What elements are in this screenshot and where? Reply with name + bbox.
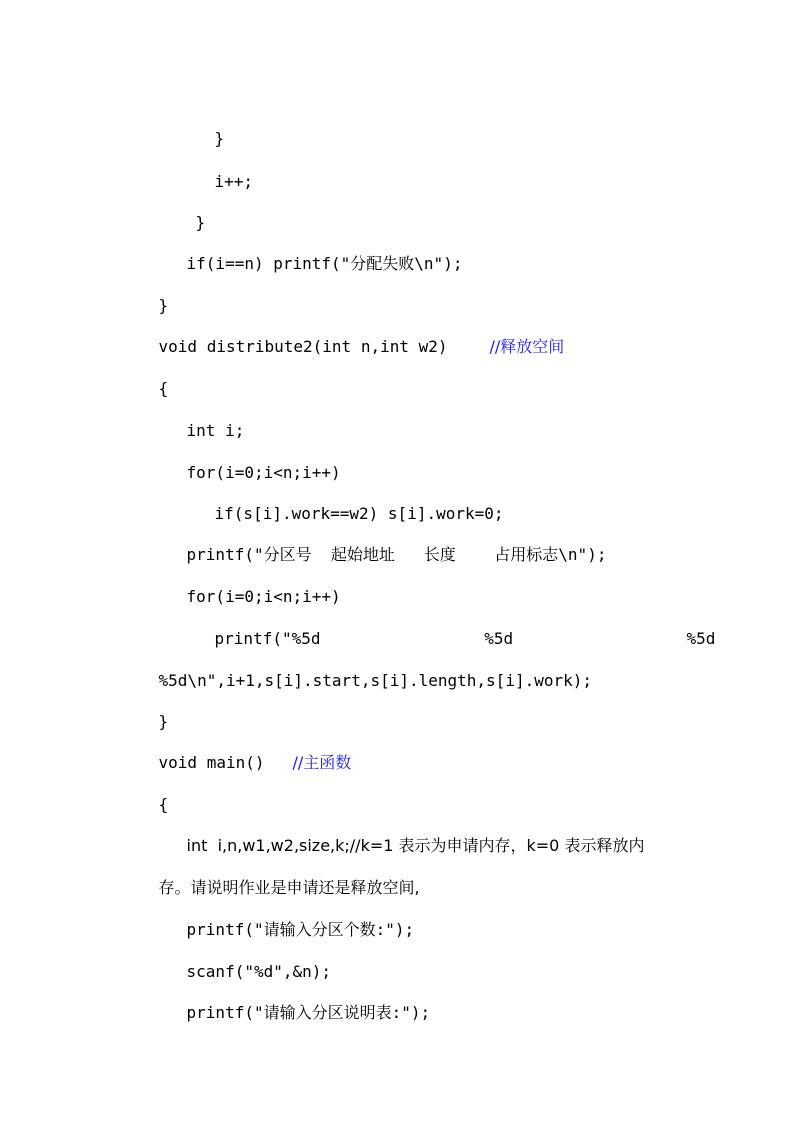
code-text: if(s[i].work==w2) s[i].work=0; (214, 504, 504, 523)
code-line-4 (148, 234, 462, 294)
code-comment: //释放空间 (489, 337, 565, 356)
code-text: printf("%5d %5d %5d (214, 629, 716, 648)
code-text: void main() (158, 753, 265, 772)
code-line-14 (120, 651, 592, 711)
code-line-6 (120, 317, 564, 377)
code-text: } (214, 129, 225, 148)
code-text: 存。请说明作业是申请还是释放空间, (158, 878, 420, 897)
code-text: for(i=0;i<n;i++) (186, 463, 341, 482)
code-text: { (158, 379, 169, 398)
code-text: } (195, 213, 206, 232)
code-line-22 (148, 983, 430, 1043)
code-text: void distribute2(int n,int w2) (158, 337, 448, 356)
code-text: printf("分区号 起始地址 长度 占用标志\n"); (186, 545, 607, 564)
code-text: int i,n,w1,w2,size,k;//k=1 表示为申请内存，k=0 表示释放内 (186, 836, 645, 855)
code-text: } (158, 712, 169, 731)
code-text: if(i==n) printf("分配失败\n"); (186, 254, 463, 273)
code-comment: //主函数 (292, 753, 352, 772)
code-text: printf("请输入分区个数:"); (186, 920, 415, 939)
code-text: int i; (186, 421, 245, 440)
code-text: for(i=0;i<n;i++) (186, 587, 341, 606)
code-text: { (158, 795, 169, 814)
code-text: i++; (214, 172, 254, 191)
code-text: printf("请输入分区说明表:"); (186, 1003, 431, 1022)
code-text: scanf("%d",&n); (186, 962, 332, 981)
code-text: } (158, 296, 169, 315)
code-text: %5d\n",i+1,s[i].start,s[i].length,s[i].work); (158, 671, 593, 690)
